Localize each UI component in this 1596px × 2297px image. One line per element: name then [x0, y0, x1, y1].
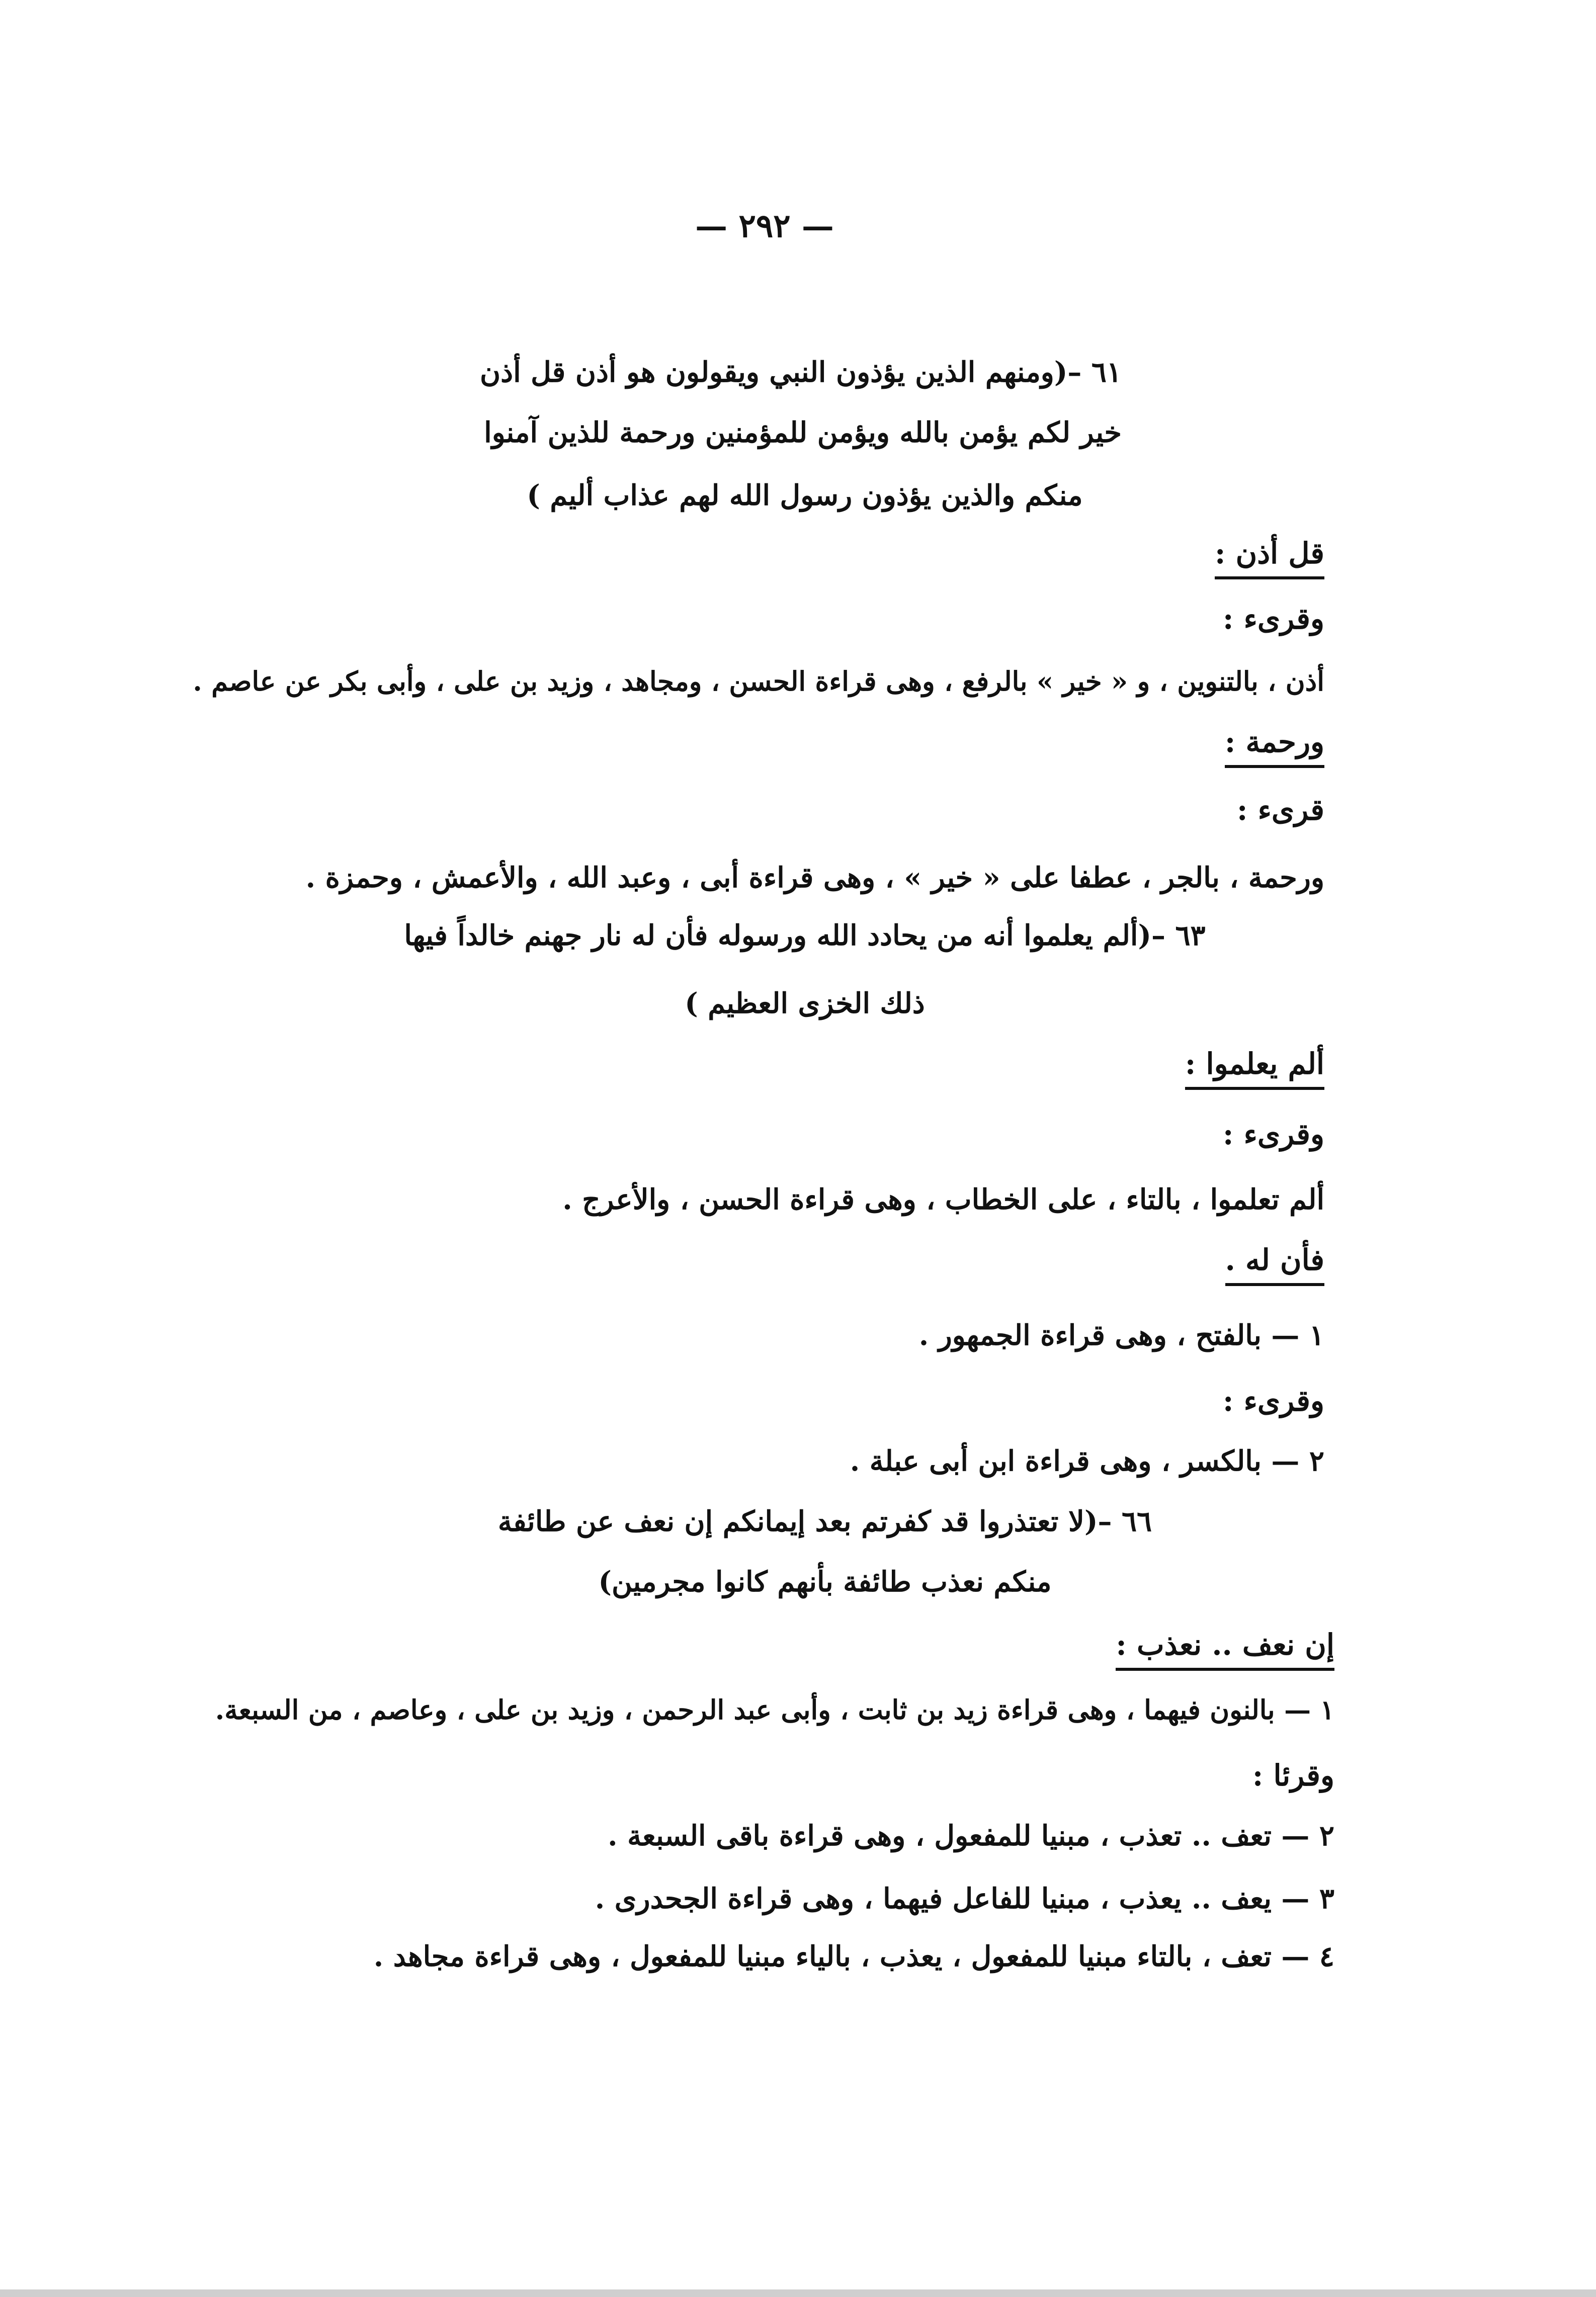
heading-quri-2: قرىء : [1237, 793, 1324, 827]
verse-63-line-2: ذلك الخزى العظيم ) [685, 987, 925, 1020]
text-nun: ١ — بالنون فيهما ، وهى قراءة زيد بن ثابت ، وأبى عبد الرحمن ، وزيد بن على ، وعاصم ، من السبعة. [215, 1694, 1334, 1726]
heading-wa-quri-3: وقرىء : [1222, 1117, 1324, 1151]
text-item-4: ٤ — تعف ، بالتاء مبنيا للمفعول ، يعذب ، بالياء مبنيا للمفعول ، وهى قراءة مجاهد . [373, 1940, 1334, 1973]
text-rahma: ورحمة ، بالجر ، عطفا على « خير » ، وهى قراءة أبى ، وعبد الله ، والأعمش ، وحمزة . [305, 861, 1324, 894]
heading-wa-quri-1: وقرىء : [1222, 602, 1324, 636]
verse-63-line-1: ٦٣ –(ألم يعلموا أنه من يحادد الله ورسوله فأن له نار جهنم خالداً فيها [404, 919, 1206, 952]
heading-faanna-lahu-text: فأن له . [1225, 1240, 1324, 1286]
heading-in-naf [1116, 1625, 1334, 1671]
verse-61-line-3: منكم والذين يؤذون رسول الله لهم عذاب أليم ) [527, 479, 1083, 512]
verse-61-line-1: ٦١ –(ومنهم الذين يؤذون النبي ويقولون هو أذن قل أذن [480, 356, 1122, 389]
text-item-3: ٣ — يعف .. يعذب ، مبنيا للفاعل فيهما ، وهى قراءة الجحدرى . [595, 1882, 1334, 1915]
heading-in-naf-text: إن نعف .. نعذب : [1116, 1625, 1334, 1671]
heading-faanna-lahu [1225, 1240, 1324, 1286]
text-alam-talamu: ألم تعلموا ، بالتاء ، على الخطاب ، وهى قراءة الحسن ، والأعرج . [562, 1183, 1324, 1216]
text-udhun: أذن ، بالتنوين ، و « خير » بالرفع ، وهى قراءة الحسن ، ومجاهد ، وزيد بن على ، وأبى بكر عن عاصم . [193, 666, 1324, 697]
heading-alam-yalamu-text: ألم يعلموا : [1185, 1044, 1324, 1090]
heading-qul-udhun [1215, 533, 1324, 579]
verse-66-line-2: منكم نعذب طائفة بأنهم كانوا مجرمين) [598, 1565, 1052, 1598]
heading-wa-quria: وقرئا : [1252, 1758, 1334, 1793]
text-fath: ١ — بالفتح ، وهى قراءة الجمهور . [918, 1319, 1324, 1352]
heading-wa-quri-4: وقرىء : [1222, 1384, 1324, 1418]
text-item-2: ٢ — تعف .. تعذب ، مبنيا للمفعول ، وهى قراءة باقى السبعة . [608, 1819, 1334, 1852]
heading-qul-udhun-text: قل أذن : [1215, 533, 1324, 579]
verse-66-line-1: ٦٦ –(لا تعتذروا قد كفرتم بعد إيمانكم إن نعف عن طائفة [497, 1505, 1152, 1538]
heading-wa-rahma [1225, 722, 1324, 768]
bottom-divider [0, 2289, 1596, 2297]
verse-61-line-2: خير لكم يؤمن بالله ويؤمن للمؤمنين ورحمة للذين آمنوا [484, 416, 1122, 449]
heading-wa-rahma-text: ورحمة : [1225, 722, 1324, 768]
heading-alam-yalamu [1185, 1044, 1324, 1090]
text-kasr: ٢ — بالكسر ، وهى قراءة ابن أبى عبلة . [850, 1444, 1324, 1478]
page-number: — ٢٩٢ — [695, 207, 834, 245]
